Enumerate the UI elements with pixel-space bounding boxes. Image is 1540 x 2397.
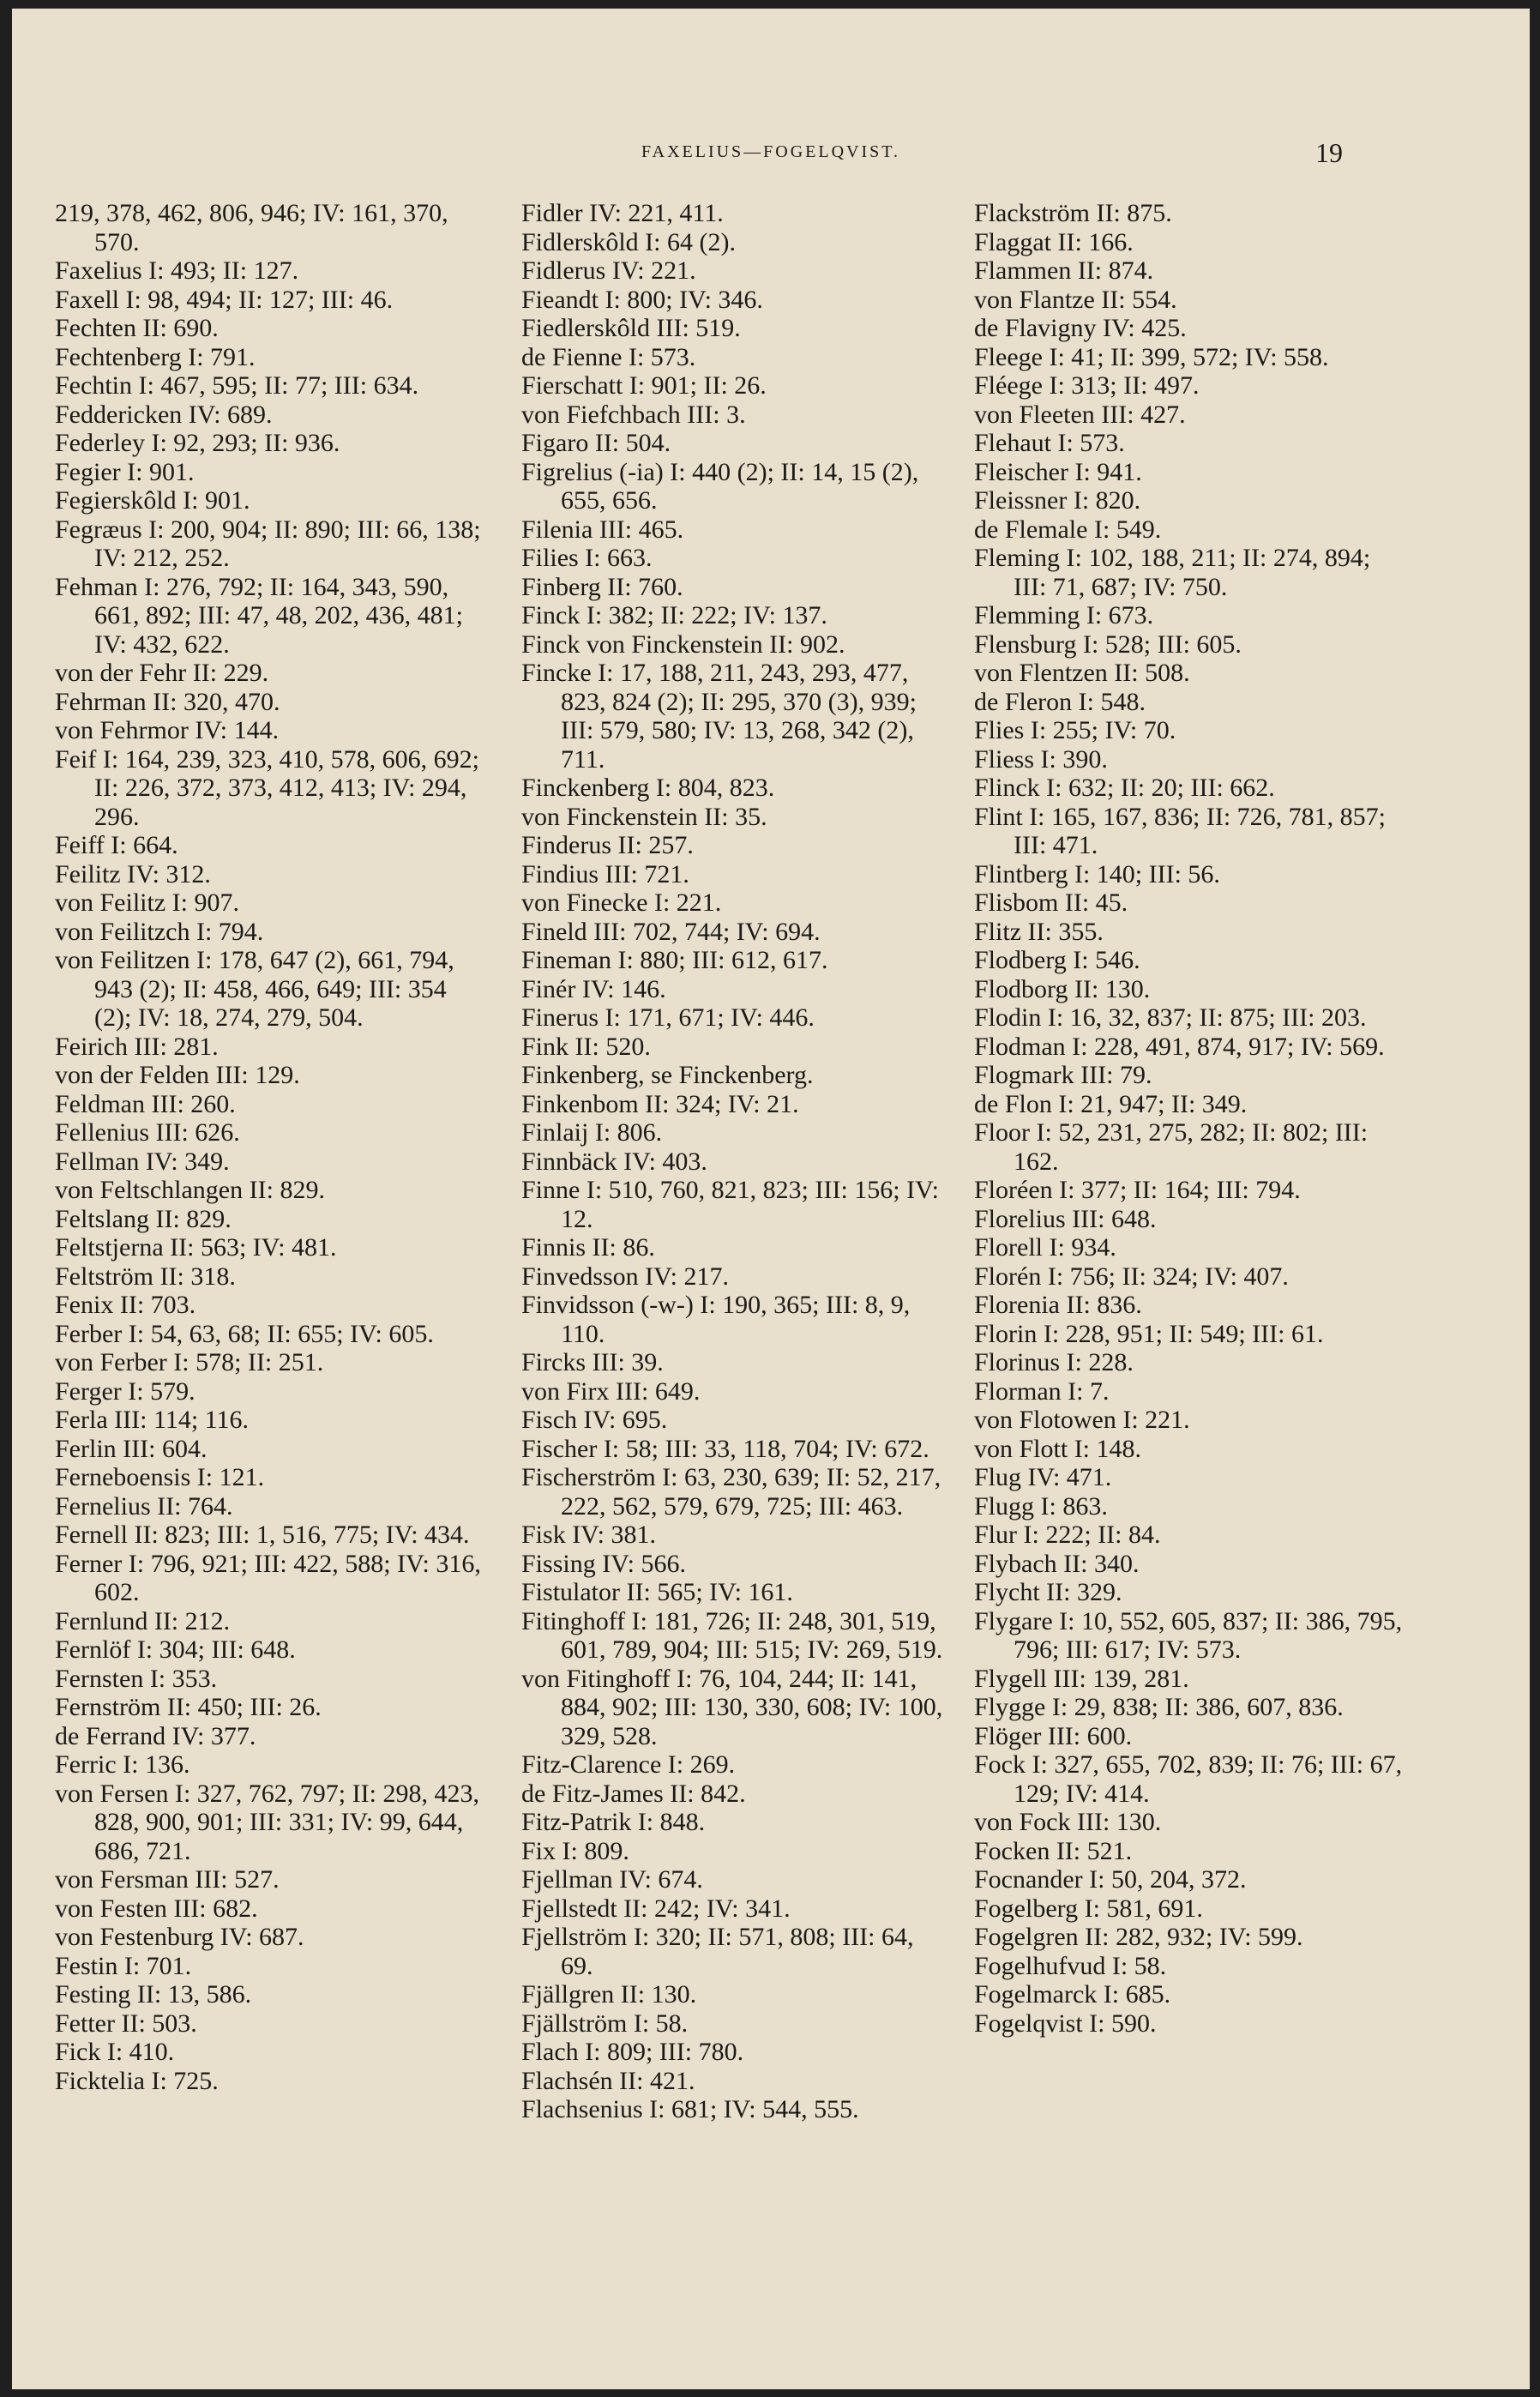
index-entry: de Flon I: 21, 947; II: 349. bbox=[974, 1089, 1248, 1118]
index-entry: Findius III: 721. bbox=[521, 859, 689, 888]
index-entry: Finnis II: 86. bbox=[521, 1233, 655, 1262]
index-entry: Flaggat II: 166. bbox=[974, 227, 1134, 256]
index-entry: Finberg II: 760. bbox=[521, 572, 683, 601]
index-entry: Fischer I: 58; III: 33, 118, 704; IV: 672. bbox=[521, 1434, 929, 1463]
index-entry: Ferla III: 114; 116. bbox=[55, 1406, 250, 1434]
index-entry: de Fitz-James II: 842. bbox=[521, 1779, 746, 1808]
index-entry: Fink II: 520. bbox=[521, 1032, 651, 1061]
index-entry: Flycht II: 329. bbox=[974, 1578, 1122, 1606]
index-entry: Festin I: 701. bbox=[55, 1951, 192, 1980]
index-entry: Feirich III: 281. bbox=[55, 1032, 219, 1061]
index-entry: von Festen III: 682. bbox=[55, 1894, 258, 1923]
index-entry: Fellenius III: 626. bbox=[55, 1118, 240, 1147]
index-entry: Fiedlerskôld III: 519. bbox=[521, 314, 741, 342]
index-entry: von der Felden III: 129. bbox=[55, 1061, 300, 1089]
index-entry: Flybach II: 340. bbox=[974, 1549, 1140, 1578]
index-entry: Fineld III: 702, 744; IV: 694. bbox=[521, 917, 821, 946]
index-entry: Florin I: 228, 951; II: 549; III: 61. bbox=[974, 1319, 1324, 1348]
index-entry: Fogelberg I: 581, 691. bbox=[974, 1894, 1203, 1923]
index-entry: Fidlerskôld I: 64 (2). bbox=[521, 227, 736, 256]
index-entry: Flensburg I: 528; III: 605. bbox=[974, 629, 1242, 659]
index-entry: von Feilitzen I: 178, 647 (2), 661, 794, 943 (2); II: 458, 466, 649; III: 354 (2); IV: 18, 274, 279, 504. bbox=[55, 946, 454, 1032]
index-entry: Flogmark III: 79. bbox=[974, 1061, 1152, 1089]
index-entry: Finck von Finckenstein II: 902. bbox=[521, 629, 845, 659]
index-entry: Flitz II: 355. bbox=[974, 917, 1104, 946]
index-entry: Fogelgren II: 282, 932; IV: 599. bbox=[974, 1923, 1303, 1951]
index-entry: Ferneboensis I: 121. bbox=[55, 1463, 265, 1491]
index-entry: Floréen I: 377; II: 164; III: 794. bbox=[974, 1176, 1301, 1204]
index-entry: von Fersman III: 527. bbox=[55, 1865, 280, 1894]
index-entry: von Flott I: 148. bbox=[974, 1434, 1142, 1463]
index-entry: Filies I: 663. bbox=[521, 544, 653, 572]
page-header bbox=[12, 137, 1530, 172]
index-entry: Faxelius I: 493; II: 127. bbox=[55, 256, 299, 285]
index-entry: Fogelmarck I: 685. bbox=[974, 1980, 1171, 2009]
index-entry: Fernsten I: 353. bbox=[55, 1664, 218, 1693]
index-entry: Finvedsson IV: 217. bbox=[521, 1262, 729, 1291]
book-page bbox=[12, 9, 1530, 2389]
index-entry: Finlaij I: 806. bbox=[521, 1118, 663, 1147]
index-entry: von Feltschlangen II: 829. bbox=[55, 1176, 325, 1204]
index-entry: Fogelqvist I: 590. bbox=[974, 2009, 1157, 2038]
index-entry: Fechtin I: 467, 595; II: 77; III: 634. bbox=[55, 371, 419, 400]
index-entry: von Flentzen II: 508. bbox=[974, 659, 1190, 687]
index-entry: Fetter II: 503. bbox=[55, 2009, 197, 2038]
index-entry: Feltström II: 318. bbox=[55, 1262, 236, 1291]
index-entry: Fegierskôld I: 901. bbox=[55, 486, 250, 515]
index-entry: Fegræus I: 200, 904; II: 890; III: 66, 138; IV: 212, 252. bbox=[55, 515, 481, 572]
index-entry: Fernlund II: 212. bbox=[55, 1606, 231, 1635]
index-entry: Feldman III: 260. bbox=[55, 1089, 236, 1118]
index-entry: Fjellström I: 320; II: 571, 808; III: 64, 69. bbox=[521, 1923, 914, 1980]
index-entry: Finne I: 510, 760, 821, 823; III: 156; IV: 12. bbox=[521, 1176, 939, 1233]
index-entry: Flehaut I: 573. bbox=[974, 429, 1125, 457]
index-entry: Fierschatt I: 901; II: 26. bbox=[521, 371, 767, 400]
index-entry: Figaro II: 504. bbox=[521, 429, 671, 457]
index-column-right bbox=[974, 199, 1407, 2038]
index-entry: Flachsenius I: 681; IV: 544, 555. bbox=[521, 2095, 859, 2123]
index-entry: Flackström II: 875. bbox=[974, 199, 1172, 227]
index-entry: Flint I: 165, 167, 836; II: 726, 781, 857; III: 471. bbox=[974, 802, 1386, 859]
index-entry: Fick I: 410. bbox=[55, 2038, 175, 2066]
index-entry: Fircks III: 39. bbox=[521, 1348, 664, 1376]
index-entry: Ferner I: 796, 921; III: 422, 588; IV: 316, 602. bbox=[55, 1549, 481, 1606]
index-entry: Finkenberg, se Finckenberg. bbox=[521, 1061, 814, 1089]
index-entry: Florenia II: 836. bbox=[974, 1291, 1142, 1319]
index-entry: Finerus I: 171, 671; IV: 446. bbox=[521, 1003, 815, 1032]
index-entry: de Fienne I: 573. bbox=[521, 342, 696, 371]
index-entry: Fléege I: 313; II: 497. bbox=[974, 371, 1200, 400]
index-entry: Federley I: 92, 293; II: 936. bbox=[55, 429, 340, 457]
index-entry: Feilitz IV: 312. bbox=[55, 859, 211, 888]
running-title: FAXELIUS—FOGELQVIST. bbox=[641, 142, 901, 161]
index-entry: Fidler IV: 221, 411. bbox=[521, 199, 724, 227]
index-entry: Flugg I: 863. bbox=[974, 1491, 1108, 1521]
index-entry: Fleege I: 41; II: 399, 572; IV: 558. bbox=[974, 342, 1329, 371]
index-entry: Florell I: 934. bbox=[974, 1233, 1116, 1262]
index-entry: de Flemale I: 549. bbox=[974, 515, 1162, 544]
index-entry: Florelius III: 648. bbox=[974, 1204, 1157, 1233]
index-entry: Flodman I: 228, 491, 874, 917; IV: 569. bbox=[974, 1032, 1385, 1061]
index-entry: Fehrman II: 320, 470. bbox=[55, 687, 280, 716]
index-entry: Fenix II: 703. bbox=[55, 1291, 196, 1319]
index-entry: von Firx III: 649. bbox=[521, 1376, 701, 1406]
index-entry: Fincke I: 17, 188, 211, 243, 293, 477, 823, 824 (2); II: 295, 370 (3), 939; III: 579, 580; IV: 13, 268, 342 (2), 711. bbox=[521, 659, 917, 774]
index-entry: Ferric I: 136. bbox=[55, 1750, 190, 1779]
index-entry: Fjällström I: 58. bbox=[521, 2009, 689, 2038]
index-entry: von Feilitz I: 907. bbox=[55, 888, 239, 917]
index-entry: Fjällgren II: 130. bbox=[521, 1980, 697, 2009]
index-entry: Fernlöf I: 304; III: 648. bbox=[55, 1635, 296, 1664]
index-entry: Fernelius II: 764. bbox=[55, 1491, 233, 1521]
index-entry: Flug IV: 471. bbox=[974, 1463, 1112, 1491]
index-entry: Fitz-Patrik I: 848. bbox=[521, 1808, 706, 1836]
index-entry: Flygare I: 10, 552, 605, 837; II: 386, 795, 796; III: 617; IV: 573. bbox=[974, 1606, 1403, 1664]
index-entry: Feltslang II: 829. bbox=[55, 1204, 232, 1233]
index-entry: Feltstjerna II: 563; IV: 481. bbox=[55, 1233, 337, 1262]
index-entry: Filenia III: 465. bbox=[521, 515, 684, 544]
index-entry: Flammen II: 874. bbox=[974, 256, 1154, 285]
index-entry: Flur I: 222; II: 84. bbox=[974, 1521, 1161, 1549]
index-entry: von Fersen I: 327, 762, 797; II: 298, 423, 828, 900, 901; III: 331; IV: 99, 644, 686, 721. bbox=[55, 1779, 479, 1865]
index-entry: von Feilitzch I: 794. bbox=[55, 917, 264, 946]
index-entry: Floor I: 52, 231, 275, 282; II: 802; III: 162. bbox=[974, 1118, 1369, 1176]
index-entry: Finvidsson (-w-) I: 190, 365; III: 8, 9, 110. bbox=[521, 1291, 911, 1348]
index-entry: von Fiefchbach III: 3. bbox=[521, 400, 746, 429]
index-entry: Ferlin III: 604. bbox=[55, 1434, 208, 1463]
index-entry: Ferber I: 54, 63, 68; II: 655; IV: 605. bbox=[55, 1319, 434, 1348]
index-entry: Fernell II: 823; III: 1, 516, 775; IV: 434. bbox=[55, 1521, 470, 1549]
index-entry: Focnander I: 50, 204, 372. bbox=[974, 1865, 1247, 1894]
index-entry: Fliess I: 390. bbox=[974, 744, 1108, 774]
index-entry: Fegier I: 901. bbox=[55, 457, 195, 486]
index-entry: Fehman I: 276, 792; II: 164, 343, 590, 661, 892; III: 47, 48, 202, 436, 481; IV: 432, 622. bbox=[55, 572, 463, 659]
index-entry: von Fitinghoff I: 76, 104, 244; II: 141, 884, 902; III: 130, 330, 608; IV: 100, 329, 528. bbox=[521, 1664, 943, 1750]
index-entry: Fischerström I: 63, 230, 639; II: 52, 217, 222, 562, 579, 679, 725; III: 463. bbox=[521, 1463, 941, 1521]
index-entry: Flies I: 255; IV: 70. bbox=[974, 716, 1176, 744]
index-entry: von Ferber I: 578; II: 251. bbox=[55, 1348, 324, 1376]
index-entry: von Fehrmor IV: 144. bbox=[55, 716, 280, 744]
index-entry: Florman I: 7. bbox=[974, 1376, 1110, 1406]
index-entry: Flinck I: 632; II: 20; III: 662. bbox=[974, 774, 1275, 802]
index-entry: Fechtenberg I: 791. bbox=[55, 342, 256, 371]
index-column-middle bbox=[521, 199, 950, 2124]
index-entry: Fjellstedt II: 242; IV: 341. bbox=[521, 1894, 791, 1923]
index-entry: Focken II: 521. bbox=[974, 1836, 1133, 1865]
index-entry: Finnbäck IV: 403. bbox=[521, 1147, 707, 1176]
index-entry: von Finckenstein II: 35. bbox=[521, 802, 767, 831]
index-entry: Florén I: 756; II: 324; IV: 407. bbox=[974, 1262, 1289, 1291]
index-entry: Finckenberg I: 804, 823. bbox=[521, 774, 775, 802]
index-entry: von Flantze II: 554. bbox=[974, 285, 1177, 314]
index-entry: Feif I: 164, 239, 323, 410, 578, 606, 692; II: 226, 372, 373, 412, 413; IV: 294, 296. bbox=[55, 744, 479, 831]
index-entry: Flemming I: 673. bbox=[974, 601, 1154, 629]
index-entry: von Flotowen I: 221. bbox=[974, 1406, 1190, 1434]
index-entry: Fock I: 327, 655, 702, 839; II: 76; III: 67, 129; IV: 414. bbox=[974, 1750, 1403, 1808]
index-entry: Fisch IV: 695. bbox=[521, 1406, 668, 1434]
index-entry: Fjellman IV: 674. bbox=[521, 1865, 703, 1894]
index-entry: Finck I: 382; II: 222; IV: 137. bbox=[521, 601, 827, 629]
index-entry: Fineman I: 880; III: 612, 617. bbox=[521, 946, 828, 974]
index-entry: Faxell I: 98, 494; II: 127; III: 46. bbox=[55, 285, 394, 314]
index-entry: Flodberg I: 546. bbox=[974, 946, 1140, 974]
index-entry: Finkenbom II: 324; IV: 21. bbox=[521, 1089, 799, 1118]
index-entry: Fisk IV: 381. bbox=[521, 1521, 656, 1549]
index-entry: de Fleron I: 548. bbox=[974, 687, 1146, 716]
index-entry: Festing II: 13, 586. bbox=[55, 1980, 252, 2009]
index-entry: Flachsén II: 421. bbox=[521, 2066, 695, 2095]
index-entry: Flintberg I: 140; III: 56. bbox=[974, 859, 1220, 888]
index-entry: Florinus I: 228. bbox=[974, 1348, 1134, 1376]
index-entry: Fellman IV: 349. bbox=[55, 1147, 230, 1176]
index-entry: Fernström II: 450; III: 26. bbox=[55, 1693, 322, 1721]
index-entry: von Fock III: 130. bbox=[974, 1808, 1162, 1836]
index-entry: de Ferrand IV: 377. bbox=[55, 1721, 256, 1750]
index-entry: Feddericken IV: 689. bbox=[55, 400, 273, 429]
index-entry: Flach I: 809; III: 780. bbox=[521, 2038, 744, 2066]
index-entry: Figrelius (-ia) I: 440 (2); II: 14, 15 (2), 655, 656. bbox=[521, 457, 919, 515]
index-entry: Fleming I: 102, 188, 211; II: 274, 894; III: 71, 687; IV: 750. bbox=[974, 544, 1371, 601]
index-column-left bbox=[55, 199, 488, 2095]
index-entry: de Flavigny IV: 425. bbox=[974, 314, 1187, 342]
index-entry: von der Fehr II: 229. bbox=[55, 659, 269, 687]
index-entry: Flöger III: 600. bbox=[974, 1721, 1133, 1750]
index-entry: Fitinghoff I: 181, 726; II: 248, 301, 519, 601, 789, 904; III: 515; IV: 269, 519. bbox=[521, 1606, 943, 1664]
index-entry: Fogelhufvud I: 58. bbox=[974, 1951, 1167, 1980]
index-entry: Flodborg II: 130. bbox=[974, 974, 1151, 1003]
index-entry: von Fleeten III: 427. bbox=[974, 400, 1186, 429]
index-entry: Fissing IV: 566. bbox=[521, 1549, 686, 1578]
index-entry: Fix I: 809. bbox=[521, 1836, 629, 1865]
index-entry: Fleissner I: 820. bbox=[974, 486, 1141, 515]
index-entry: von Finecke I: 221. bbox=[521, 888, 722, 917]
index-entry: Ficktelia I: 725. bbox=[55, 2066, 219, 2095]
index-entry: Finderus II: 257. bbox=[521, 831, 694, 859]
index-entry: Flisbom II: 45. bbox=[974, 888, 1128, 917]
index-entry: Ferger I: 579. bbox=[55, 1376, 196, 1406]
index-entry: Flygge I: 29, 838; II: 386, 607, 836. bbox=[974, 1693, 1344, 1721]
index-entry: Finér IV: 146. bbox=[521, 974, 666, 1003]
index-entry: Fidlerus IV: 221. bbox=[521, 256, 696, 285]
index-entry: Flodin I: 16, 32, 837; II: 875; III: 203. bbox=[974, 1003, 1367, 1032]
page-number: 19 bbox=[1315, 137, 1343, 168]
index-entry: Fleischer I: 941. bbox=[974, 457, 1142, 486]
index-entry: Fechten II: 690. bbox=[55, 314, 219, 342]
index-entry: von Festenburg IV: 687. bbox=[55, 1923, 304, 1951]
index-entry: 219, 378, 462, 806, 946; IV: 161, 370, 570. bbox=[55, 199, 448, 256]
index-entry: Fieandt I: 800; IV: 346. bbox=[521, 285, 763, 314]
index-entry: Fitz-Clarence I: 269. bbox=[521, 1750, 736, 1779]
index-entry: Feiff I: 664. bbox=[55, 831, 178, 859]
index-entry: Fistulator II: 565; IV: 161. bbox=[521, 1578, 793, 1606]
index-entry: Flygell III: 139, 281. bbox=[974, 1664, 1189, 1693]
